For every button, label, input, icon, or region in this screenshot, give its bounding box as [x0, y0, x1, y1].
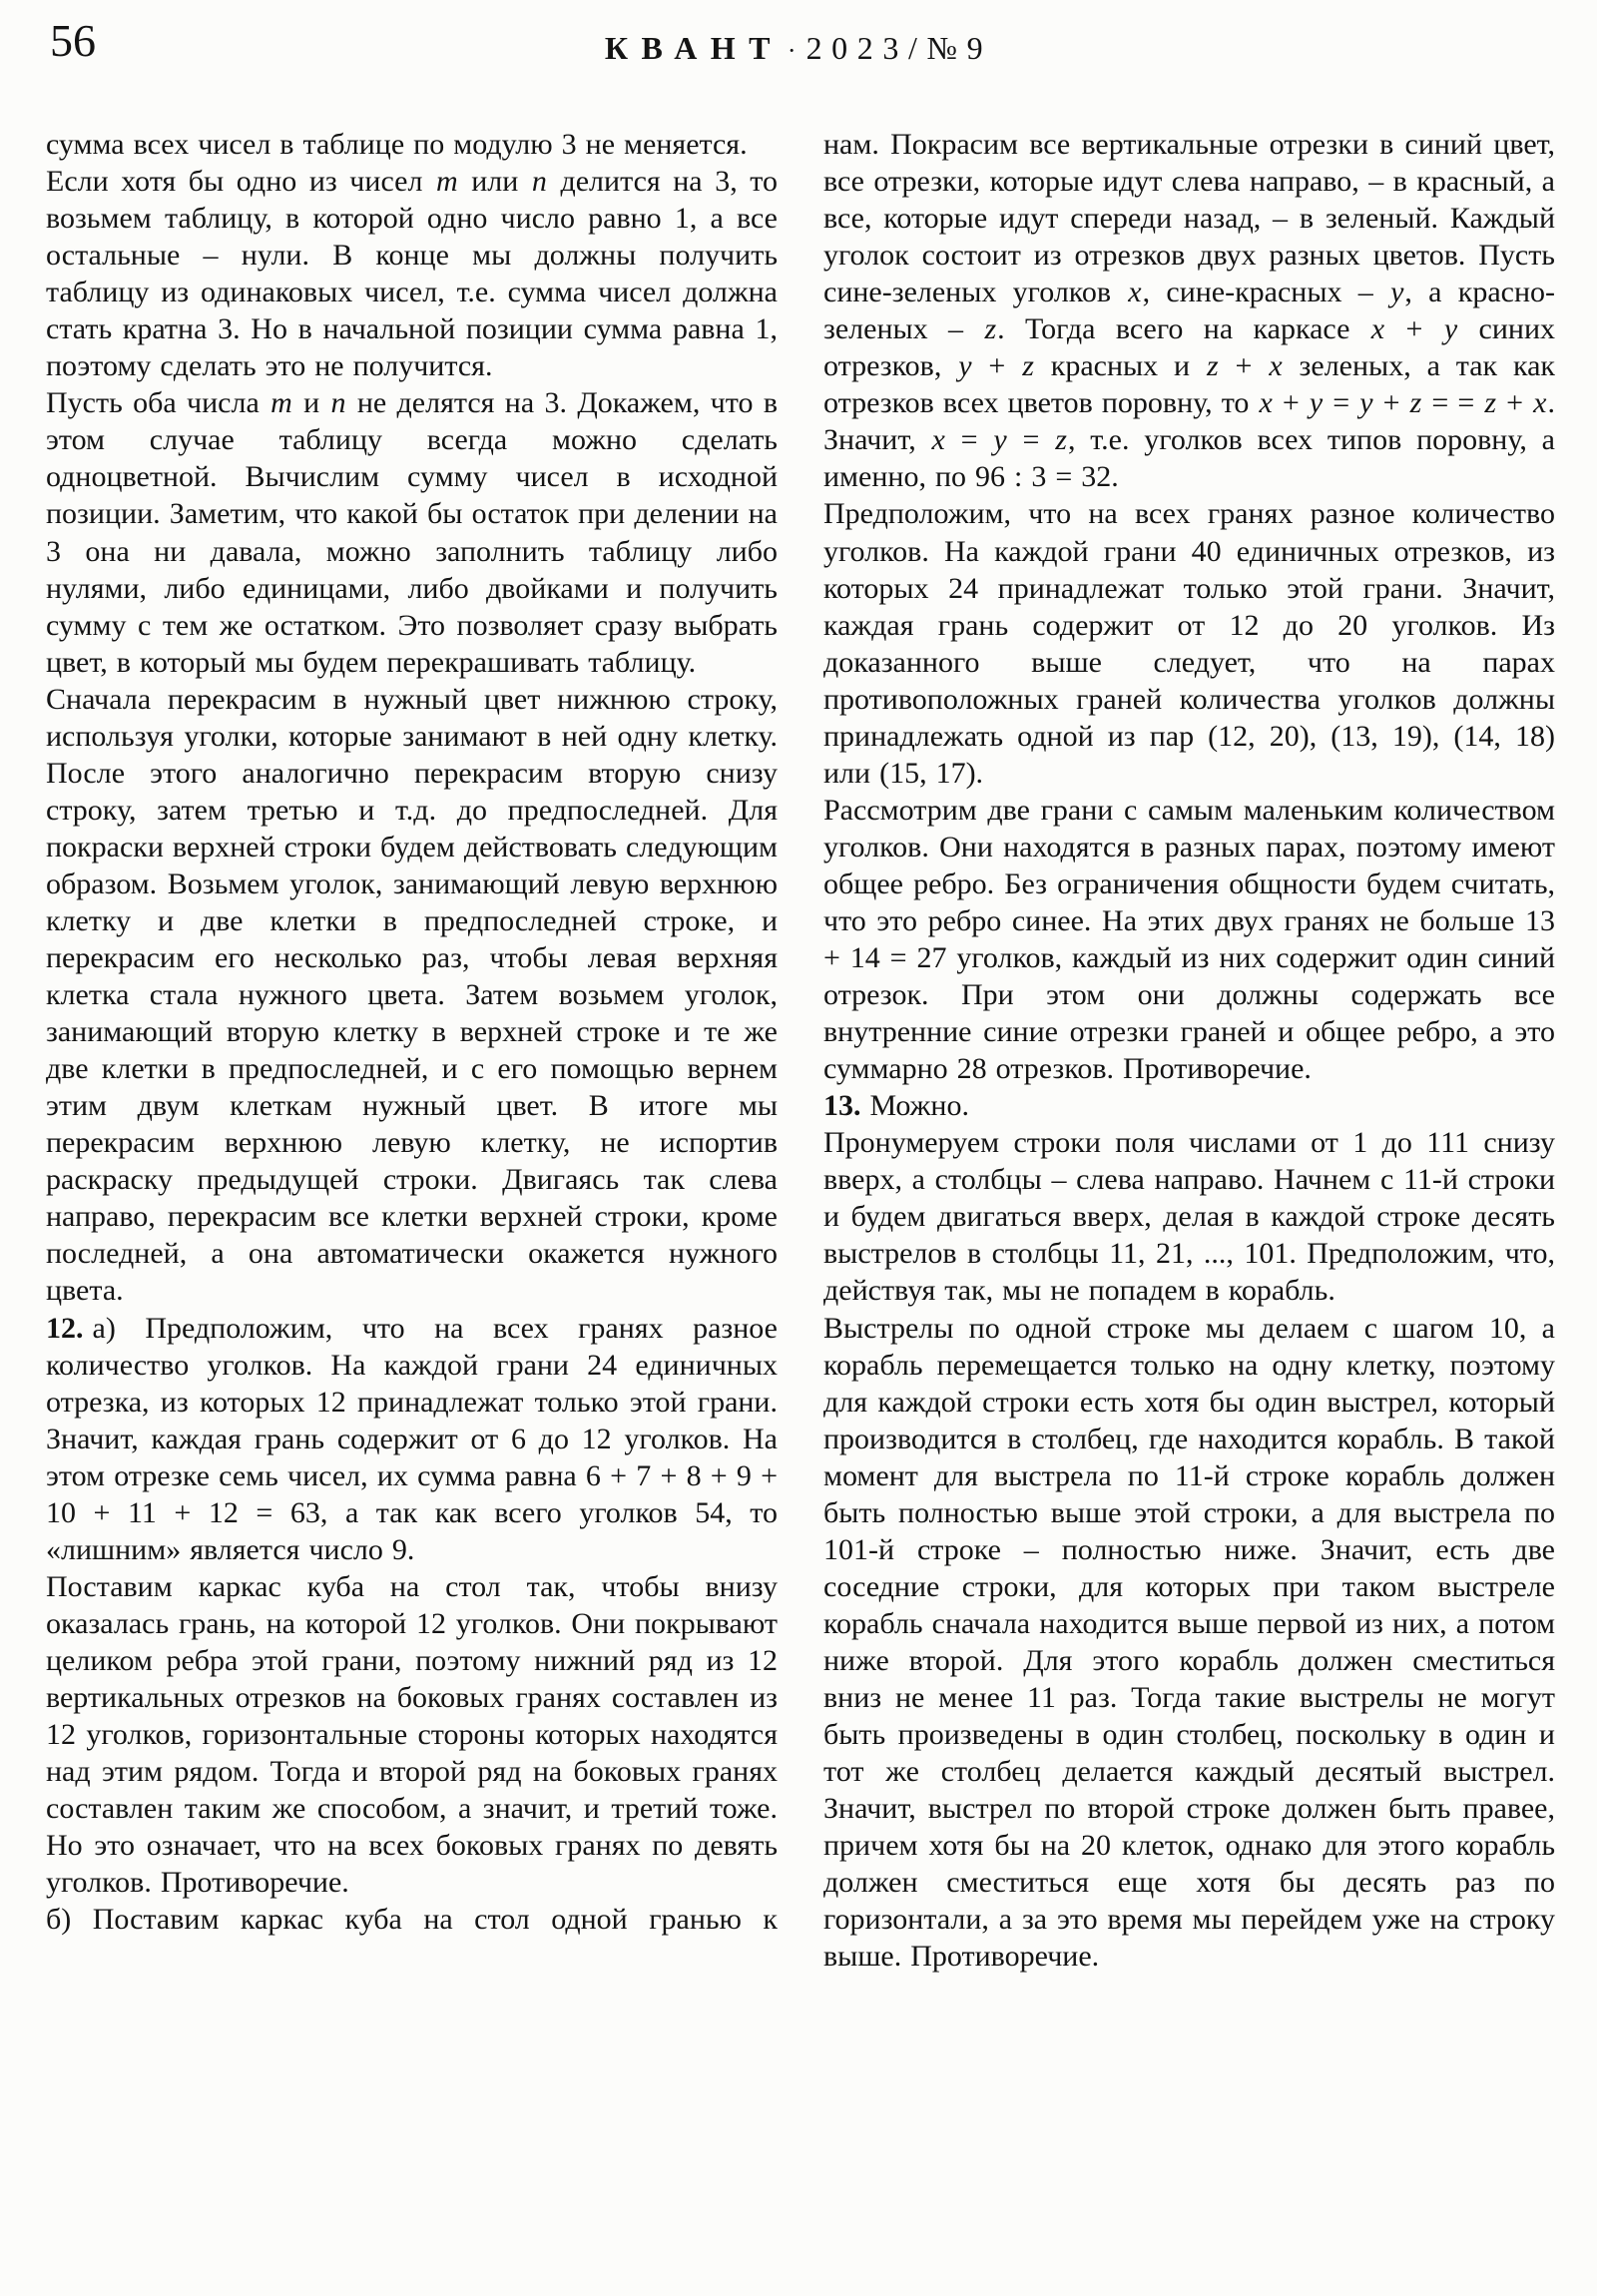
math-variable: x	[1370, 312, 1385, 346]
problem-number: 12.	[46, 1311, 84, 1345]
journal-header	[0, 32, 1597, 64]
journal-issue: 2023/№9	[805, 30, 993, 66]
math-variable: z	[1055, 423, 1067, 457]
math-variable: y	[1359, 386, 1373, 420]
math-variable: y	[993, 423, 1007, 457]
header-separator-dot: ·	[787, 36, 797, 65]
page-content	[46, 126, 1555, 2296]
math-variable: m	[436, 165, 458, 199]
page-number: 56	[50, 15, 96, 66]
math-variable: y	[1390, 276, 1404, 309]
math-variable: y	[1443, 312, 1458, 346]
journal-title: КВАНТ	[604, 30, 784, 66]
column-left	[46, 126, 778, 2296]
paragraph: 12. а) Предположим, что на всех гранях разное количество уголков. На каждой грани 24 единичных отрезка, из которых 12 принадлежат только этой грани. Значит, каждая грань содержит от 6 до 12 уголков. На этом отрезке семь чисел, их сумма равна 6 + 7 + 8 + 9 + 10 + 11 + 12 = 63, а так как всего уголков 54, то «лишним» является число 9.	[46, 1311, 778, 1566]
math-variable: x	[1269, 349, 1283, 383]
math-variable: m	[270, 386, 292, 420]
paragraph: Сначала перекрасим в нужный цвет нижнюю строку, используя уголки, которые занимают в ней одну клетку. После этого аналогично перекрасим вторую снизу строку, затем третью и т.д. до предпоследней. Для покраски верхней строки будем действовать следующим образом. Возьмем уголок, занимающий левую верхнюю клетку и две клетки в предпоследней строке, и перекрасим его несколько раз, чтобы левая верхняя клетка стала нужного цвета. Затем возьмем уголок, занимающий вторую клетку в верхней строке и те же две клетки в предпоследней, и с его помощью вернем этим двум клеткам нужный цвет. В итоге мы перекрасим верхнюю левую клетку, не испортив раскраску предыдущей строки. Двигаясь так слева направо, перекрасим все клетки верхней строки, кроме последней, а она автоматически окажется нужного цвета.	[46, 682, 778, 1308]
paragraph: б) Поставим каркас куба на стол одной гранью к	[46, 1903, 778, 1937]
math-variable: z	[1022, 349, 1034, 383]
math-variable: y	[958, 349, 972, 383]
paragraph: Рассмотрим две грани с самым маленьким количеством уголков. Они находятся в разных парах, поэтому имеют общее ребро. Без ограничения общности будем считать, что это ребро синее. На этих двух гранях не больше 13 + 14 = 27 уголков, каждый из них содержит один синий отрезок. При этом они должны содержать все внутренние синие отрезки граней и общее ребро, а это суммарно 28 отрезков. Противоречие.	[823, 793, 1555, 1086]
math-variable: z	[984, 312, 997, 346]
column-right	[823, 126, 1555, 2296]
paragraph: нам. Покрасим все вертикальные отрезки в синий цвет, все отрезки, которые идут слева направо, – в красный, а все, которые идут спереди назад, – в зеленый. Каждый уголок состоит из отрезков двух разных цветов. Пусть сине-зеленых уголков x, сине-красных – y, а красно-зеленых – z. Тогда всего на каркасе x + y синих отрезков, y + z красных и z + x зеленых, а так как отрезков всех цветов поровну, то x + y = y + z = = z + x. Значит, x = y = z, т.е. уголков всех типов поровну, а именно, по 96 : 3 = 32.	[823, 128, 1556, 494]
math-variable: n	[330, 386, 346, 420]
math-variable: y	[1309, 386, 1324, 420]
problem-number: 13.	[823, 1089, 861, 1123]
math-variable: x	[1533, 386, 1547, 420]
paragraph: Предположим, что на всех гранях разное количество уголков. На каждой грани 40 единичных отрезков, из которых 24 принадлежат только этой грани. Значит, каждая грань содержит от 12 до 20 уголков. Из доказанного выше следует, что на парах противоположных граней количества уголков должны принадлежать одной из пар (12, 20), (13, 19), (14, 18) или (15, 17).	[823, 497, 1555, 790]
paragraph: Пронумеруем строки поля числами от 1 до 111 снизу вверх, а столбцы – слева направо. Начнем с 11-й строки и будем двигаться вверх, делая в каждой строке десять выстрелов в столбцы 11, 21, ..., 101. Предположим, что, действуя так, мы не попадем в корабль.	[823, 1126, 1555, 1308]
paragraph: Если хотя бы одно из чисел m или n делится на 3, то возьмем таблицу, в которой одно число равно 1, а все остальные – нули. В конце мы должны получить таблицу из одинаковых чисел, т.е. сумма чисел должна стать кратна 3. Но в начальной позиции сумма равна 1, поэтому сделать это не получится.	[46, 165, 778, 383]
math-variable: n	[531, 165, 547, 199]
math-variable: x	[931, 423, 945, 457]
paragraph: сумма всех чисел в таблице по модулю 3 не меняется.	[46, 128, 748, 161]
paragraph: Поставим каркас куба на стол так, чтобы внизу оказалась грань, на которой 12 уголков. Они покрывают целиком ребра этой грани, поэтому нижний ряд из 12 вертикальных отрезков на боковых гранях составлен из 12 уголков, горизонтальные стороны которых находятся над этим рядом. Тогда и второй ряд на боковых гранях составлен таким же способом, а значит, и третий тоже. Но это означает, что на всех боковых гранях по девять уголков. Противоречие.	[46, 1569, 778, 1900]
paragraph: Пусть оба числа m и n не делятся на 3. Докажем, что в этом случае таблицу всегда можно сделать одноцветной. Вычислим сумму чисел в исходной позиции. Заметим, что какой бы остаток при делении на 3 она ни давала, можно заполнить таблицу либо нулями, либо единицами, либо двойками и получить сумму с тем же остатком. Это позволяет сразу выбрать цвет, в который мы будем перекрашивать таблицу.	[46, 386, 778, 679]
math-variable: x	[1259, 386, 1273, 420]
math-variable: x	[1128, 276, 1142, 309]
math-variable: z	[1484, 386, 1497, 420]
paragraph: 13. Можно.	[823, 1089, 969, 1123]
paragraph: Выстрелы по одной строке мы делаем с шагом 10, а корабль перемещается только на одну клетку, поэтому для каждой строки есть хотя бы один выстрел, который производится в столбец, где находится корабль. В такой момент для выстрела по 11-й строке корабль должен быть полностью выше этой строки, а для выстрела по 101-й строке – полностью ниже. Значит, есть две соседние строки, для которых при таком выстреле корабль сначала находится выше первой из них, а потом ниже второй. Для этого корабль должен сместиться вниз не менее 11 раз. Тогда такие выстрелы не могут быть произведены в один столбец, поскольку в один и тот же столбец делается каждый десятый выстрел. Значит, выстрел по второй строке должен быть правее, причем хотя бы на 20 клеток, однако для этого корабль должен сместиться еще хотя бы десять раз по горизонтали, а за это время мы перейдем уже на строку выше. Противоречие.	[823, 1311, 1555, 1974]
math-variable: z	[1409, 386, 1422, 420]
math-variable: z	[1206, 349, 1219, 383]
